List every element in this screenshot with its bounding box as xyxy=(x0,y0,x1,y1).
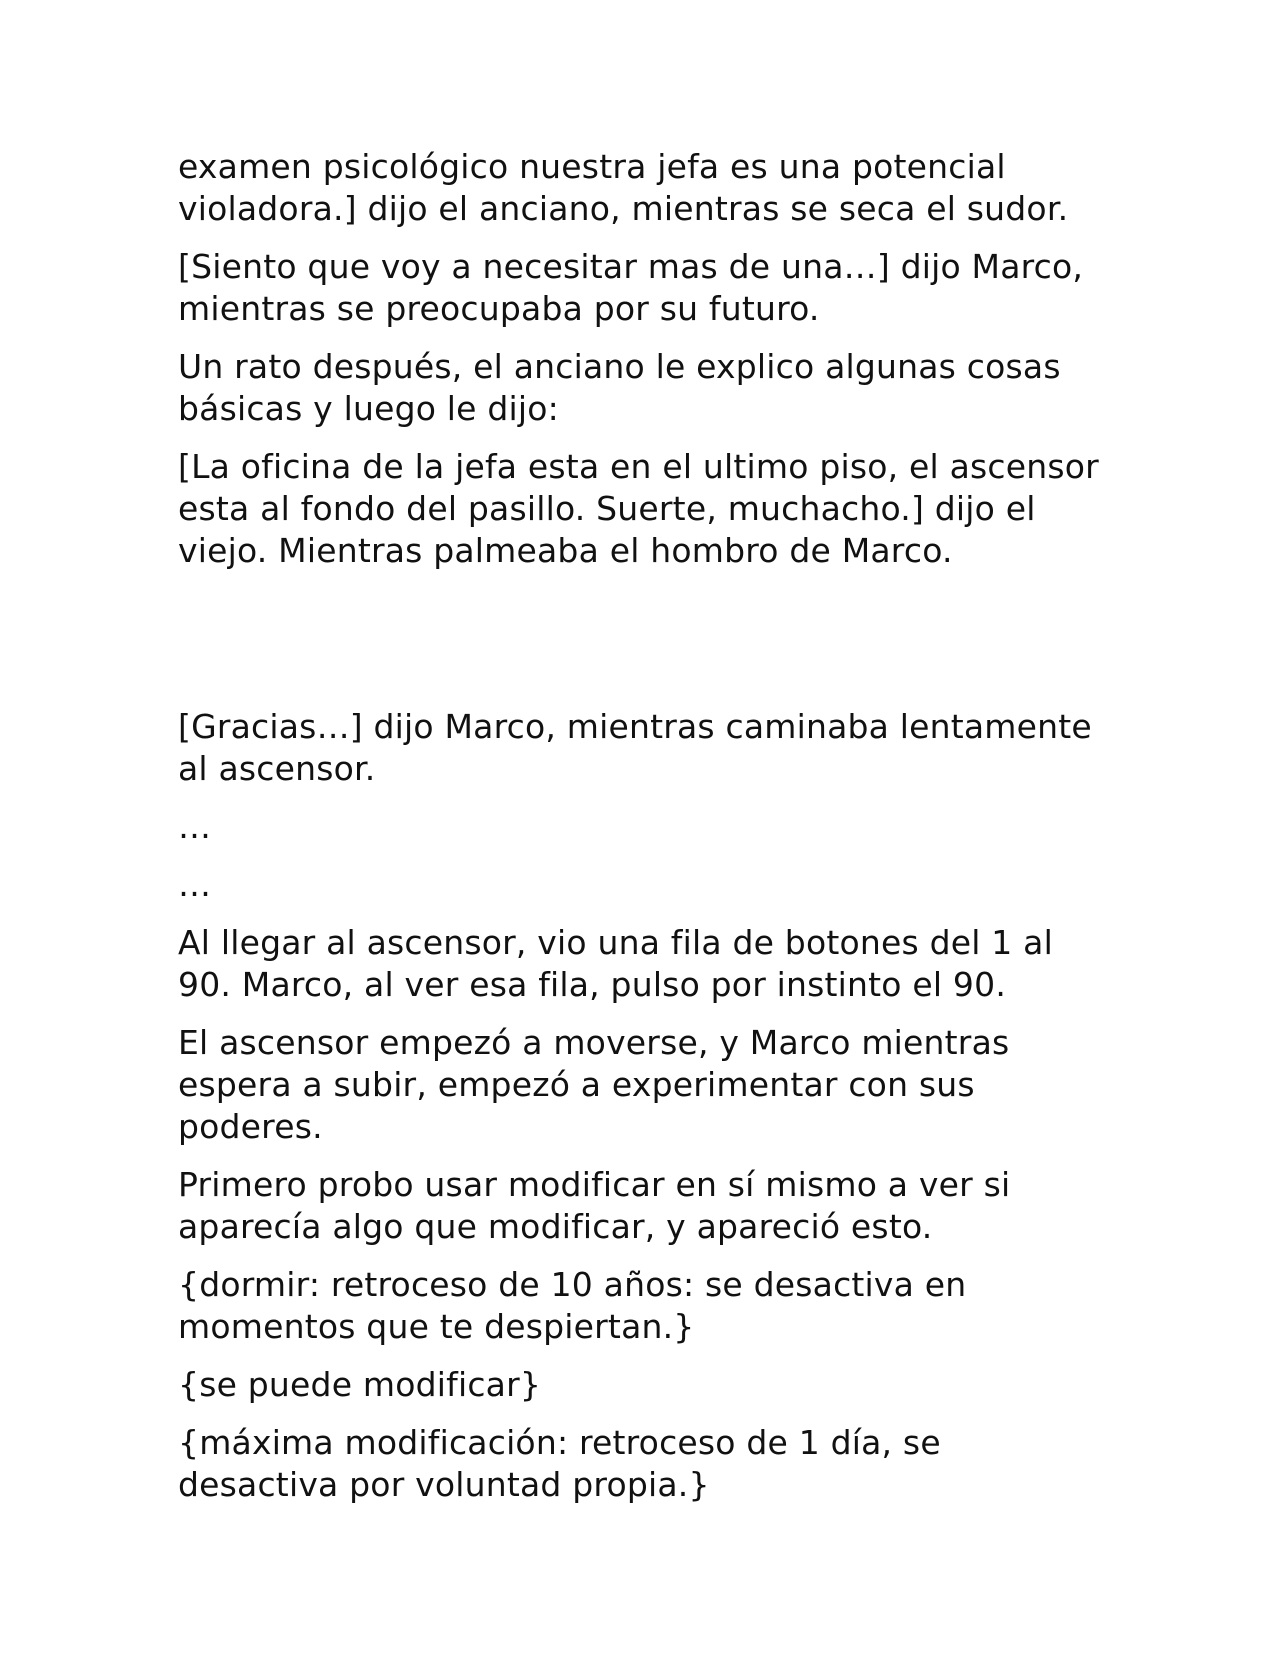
paragraph-la-oficina-de-la-jefa: [La oficina de la jefa esta en el ultimo piso, el ascensor esta al fondo del pasillo. Suerte, muchacho.] dijo el viejo. Mientras palmeaba el hombro de Marco. xyxy=(178,447,1099,570)
paragraph-gracias: [Gracias…] dijo Marco, mientras caminaba lentamente al ascensor. xyxy=(178,707,1092,788)
paragraph-primero-probo: Primero probo usar modificar en sí mismo a ver si aparecía algo que modificar, y apareció esto. xyxy=(178,1165,1011,1246)
paragraph-un-rato-despues: Un rato después, el anciano le explico algunas cosas básicas y luego le dijo: xyxy=(178,347,1061,428)
paragraph-se-puede-modificar: {se puede modificar} xyxy=(178,1365,542,1404)
paragraph-el-ascensor-empezo: El ascensor empezó a moverse, y Marco mientras espera a subir, empezó a experimentar con sus poderes. xyxy=(178,1023,1010,1146)
paragraph-maxima-modificacion: {máxima modificación: retroceso de 1 día, se desactiva por voluntad propia.} xyxy=(178,1423,941,1504)
paragraph-examen-psicologico: examen psicológico nuestra jefa es una potencial violadora.] dijo el anciano, mientras se seca el sudor. xyxy=(178,147,1069,228)
paragraph-siento-que-voy: [Siento que voy a necesitar mas de una…] dijo Marco, mientras se preocupaba por su futuro. xyxy=(178,247,1084,328)
paragraph-ellipsis-2: … xyxy=(178,865,212,904)
paragraph-dormir-retroceso: {dormir: retroceso de 10 años: se desactiva en momentos que te despiertan.} xyxy=(178,1265,967,1346)
paragraph-al-llegar-al-ascensor: Al llegar al ascensor, vio una fila de botones del 1 al 90. Marco, al ver esa fila, pulso por instinto el 90. xyxy=(178,923,1053,1004)
paragraph-ellipsis-1: … xyxy=(178,807,212,846)
